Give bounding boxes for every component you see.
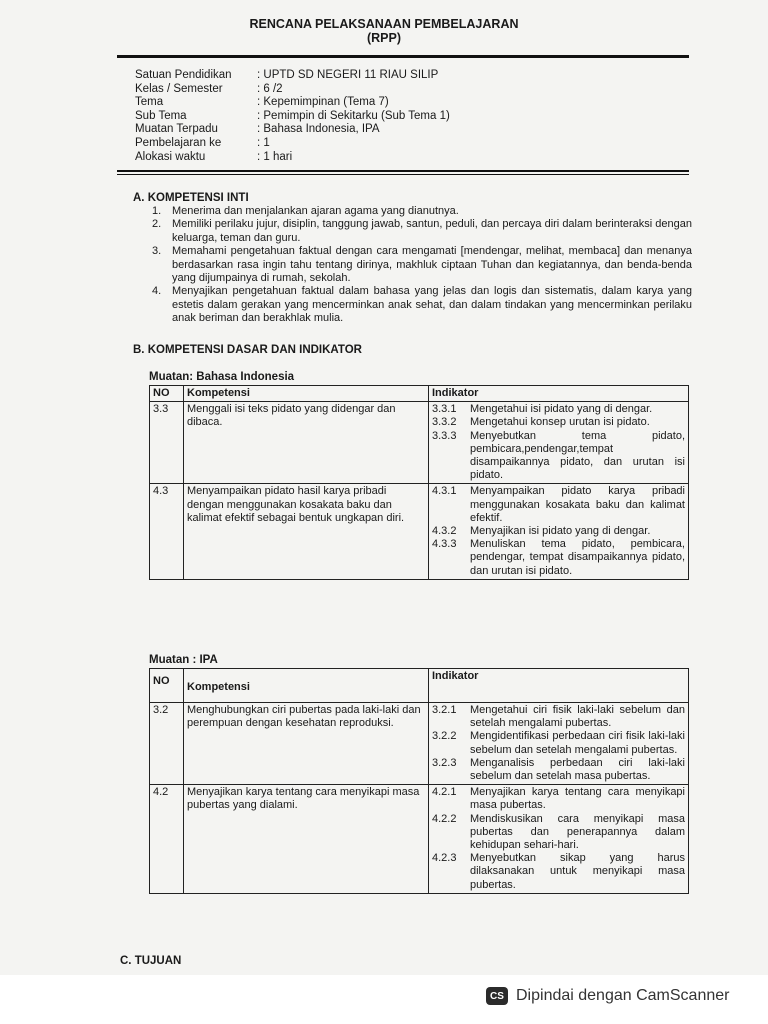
kompetensi-inti-list <box>152 205 692 326</box>
indikator-item <box>432 757 685 783</box>
identity-label: Alokasi waktu <box>135 150 206 163</box>
ipa-header-ind: Indikator <box>429 669 689 703</box>
indikator-text: Menyampaikan pidato karya pribadi menggunakan kosakata baku dan kalimat efektif. <box>470 485 685 524</box>
ipa-table <box>149 668 689 894</box>
indikator-cell <box>429 703 689 785</box>
identity-row <box>135 69 450 83</box>
indikator-item <box>432 403 685 416</box>
table-row <box>150 402 689 484</box>
indikator-code: 3.3.3 <box>432 429 457 442</box>
identity-value: : Kepemimpinan (Tema 7) <box>257 96 389 109</box>
kompetensi-inti-item <box>152 205 692 218</box>
kompetensi-inti-text: Menerima dan menjalankan ajaran agama yang dianutnya. <box>172 205 459 217</box>
kompetensi-inti-item <box>152 245 692 285</box>
camscanner-logo: CS <box>486 987 508 1005</box>
indikator-text: Mendiskusikan cara menyikapi masa pubertas dan penerapannya dalam kehidupan sehari-hari. <box>470 812 685 852</box>
indikator-code: 4.2.1 <box>432 786 457 799</box>
identity-label: Muatan Terpadu <box>135 123 218 136</box>
bahasa-header-ind: Indikator <box>429 386 689 402</box>
indikator-code: 3.2.2 <box>432 730 457 743</box>
identity-label: Satuan Pendidikan <box>135 69 232 81</box>
indikator-text: Mengetahui ciri fisik laki-laki sebelum dan setelah mengalami pubertas. <box>470 704 685 730</box>
indikator-text: Mengetahui isi pidato yang di dengar. <box>470 403 653 416</box>
indikator-text: Mengetahui konsep urutan isi pidato. <box>470 416 650 429</box>
muatan-ipa-label: Muatan : IPA <box>149 654 218 666</box>
indikator-item <box>432 430 685 483</box>
identity-value: : 1 <box>257 136 270 149</box>
identity-value: : 6 /2 <box>257 82 283 95</box>
indikator-item <box>432 485 685 525</box>
kd-number: 3.2 <box>150 703 184 785</box>
indikator-code: 4.3.1 <box>432 485 457 498</box>
kompetensi-inti-item <box>152 218 692 245</box>
watermark-text: Dipindai dengan CamScanner <box>516 987 730 1004</box>
identity-value: : 1 hari <box>257 150 293 163</box>
indikator-text: Menyajikan karya tentang cara menyikapi masa pubertas. <box>470 786 685 812</box>
kompetensi-cell: Menggali isi teks pidato yang didengar dan dibaca. <box>184 402 429 484</box>
indikator-text: Menyebutkan sikap yang harus dilaksanakan untuk menyikapi masa pubertas. <box>470 852 685 891</box>
indikator-item <box>432 416 685 429</box>
kompetensi-inti-text: Memiliki perilaku jujur, disiplin, tanggung jawab, santun, peduli, dan percaya diri dalam berinteraksi dengan keluarga, teman dan guru. <box>172 218 692 244</box>
indikator-text: Menganalisis perbedaan ciri laki-laki sebelum dan setelah masa pubertas. <box>470 756 685 783</box>
ipa-header-no: NO <box>150 669 184 703</box>
table-row <box>150 484 689 579</box>
identity-value: : UPTD SD NEGERI 11 RIAU SILIP <box>257 69 439 81</box>
kompetensi-inti-number: 1. <box>152 205 162 217</box>
bahasa-table <box>149 385 689 580</box>
kompetensi-inti-text: Memahami pengetahuan faktual dengan cara mengamati [mendengar, melihat, membaca] dan menanya berdasarkan rasa ingin tahu tentang dirinya, makhluk ciptaan Tuhan dan kegiatannya, dan benda-benda yang dijumpainya di rumah, sekolah. <box>172 245 692 285</box>
indikator-code: 4.3.2 <box>432 525 457 538</box>
identity-row <box>135 83 450 97</box>
identity-rule-top <box>117 170 689 172</box>
ipa-header-komp: Kompetensi <box>184 669 429 703</box>
kompetensi-inti-text: Menyajikan pengetahuan faktual dalam bahasa yang jelas dan logis dan sistematis, dalam karya yang estetis dalam gerakan yang mencerminkan anak sehat, dan dalam tindakan yang mencerminkan perilaku anak beriman dan berakhlak mulia. <box>172 285 692 325</box>
table-row <box>150 703 689 785</box>
kompetensi-cell: Menyampaikan pidato hasil karya pribadi dengan menggunakan kosakata baku dan kalimat efektif sebagai bentuk ungkapan diri. <box>184 484 429 579</box>
camscanner-watermark <box>486 987 729 1005</box>
identity-label: Kelas / Semester <box>135 82 223 95</box>
kd-number: 4.2 <box>150 785 184 894</box>
indikator-item <box>432 538 685 578</box>
indikator-code: 3.2.1 <box>432 704 457 716</box>
bahasa-header-komp: Kompetensi <box>184 386 429 402</box>
indikator-text: Mengidentifikasi perbedaan ciri fisik laki-laki sebelum dan setelah mengalami pubertas. <box>470 730 685 756</box>
top-rule <box>117 55 689 58</box>
table-row <box>150 785 689 894</box>
identity-label: Tema <box>135 96 164 109</box>
identity-value: : Pemimpin di Sekitarku (Sub Tema 1) <box>257 109 450 122</box>
indikator-text: Menyajikan isi pidato yang di dengar. <box>470 525 651 538</box>
indikator-code: 4.2.3 <box>432 852 457 865</box>
indikator-cell <box>429 484 689 579</box>
indikator-code: 3.3.1 <box>432 403 457 416</box>
bahasa-header-no: NO <box>150 386 184 402</box>
indikator-code: 3.2.3 <box>432 756 457 769</box>
indikator-cell <box>429 402 689 484</box>
identity-value: : Bahasa Indonesia, IPA <box>257 123 380 136</box>
identity-row <box>135 123 450 137</box>
identity-block <box>135 69 450 164</box>
indikator-item <box>432 852 685 892</box>
indikator-code: 4.2.2 <box>432 812 457 825</box>
indikator-text: Menyebutkan tema pidato, pembicara,pendengar,tempat disampaikannya pidato, dan urutan isi pidato. <box>470 429 685 482</box>
identity-label: Pembelajaran ke <box>135 136 222 149</box>
kompetensi-inti-number: 2. <box>152 218 162 231</box>
document-subtitle: (RPP) <box>366 31 402 45</box>
identity-row <box>135 137 450 151</box>
section-b-heading: B. KOMPETENSI DASAR DAN INDIKATOR <box>133 344 362 356</box>
document-title: RENCANA PELAKSANAAN PEMBELAJARAN <box>249 17 519 31</box>
kompetensi-inti-number: 3. <box>152 245 162 258</box>
indikator-item <box>432 730 685 756</box>
section-c-heading: C. TUJUAN <box>120 955 182 967</box>
muatan-bahasa-label: Muatan: Bahasa Indonesia <box>149 371 295 383</box>
indikator-item <box>432 786 685 812</box>
indikator-item <box>432 704 685 730</box>
identity-rule-bottom <box>117 174 689 175</box>
kd-number: 4.3 <box>150 484 184 579</box>
kompetensi-cell: Menghubungkan ciri pubertas pada laki-laki dan perempuan dengan kesehatan reproduksi. <box>184 703 429 785</box>
kompetensi-inti-item <box>152 285 692 325</box>
indikator-code: 4.3.3 <box>432 538 457 551</box>
indikator-item <box>432 813 685 853</box>
identity-row <box>135 110 450 124</box>
indikator-cell <box>429 785 689 894</box>
kompetensi-cell: Menyajikan karya tentang cara menyikapi masa pubertas yang dialami. <box>184 785 429 894</box>
kd-number: 3.3 <box>150 402 184 484</box>
indikator-code: 3.3.2 <box>432 416 457 429</box>
identity-label: Sub Tema <box>135 109 187 122</box>
indikator-item <box>432 525 685 538</box>
identity-row <box>135 96 450 110</box>
kompetensi-inti-number: 4. <box>152 285 162 298</box>
indikator-text: Menuliskan tema pidato, pembicara, pendengar, tempat disampaikannya pidato, dan urutan isi pidato. <box>470 538 685 577</box>
section-a-heading: A. KOMPETENSI INTI <box>133 192 249 204</box>
identity-row <box>135 151 450 165</box>
